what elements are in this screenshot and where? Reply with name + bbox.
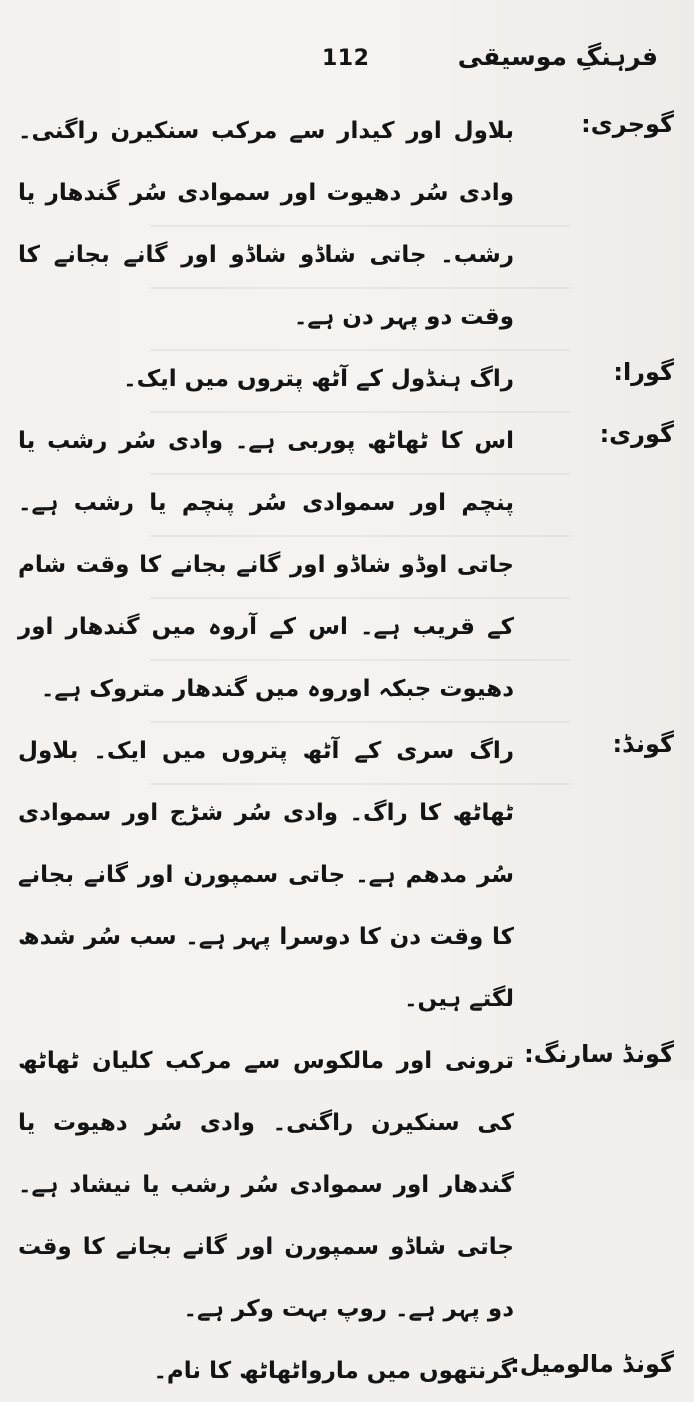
entry-definition: راگ سری کے آٹھ پتروں میں ایک۔ بلاول ٹھاٹھ کا راگ۔ وادی سُر شڑج اور سموادی سُر مدھم ہے۔ جاتی سمپورن اور گانے بجانے کا وقت دن کا دوسرا پہر ہے۔ سب سُر شدھ لگتے ہیں۔ [18, 738, 514, 1012]
page-number: 112 [322, 46, 370, 71]
entry-term: گونڈ مالومیل: [510, 1350, 674, 1378]
entry-definition: ترونی اور مالکوس سے مرکب کلیان ٹھاٹھ کی سنکیرن راگنی۔ وادی سُر دھیوت یا گندھار اور سموادی سُر رشب یا نیشاد ہے۔ جاتی شاڈو سمپورن اور گانے بجانے کا وقت دو پہر ہے۔ روپ بہت وکر ہے۔ [18, 1048, 514, 1322]
glossary-entry-gond-malomel [0, 1340, 694, 1402]
glossary-entry-gond-sarang [0, 1030, 694, 1340]
entry-term: گوری: [599, 420, 674, 448]
entry-term: گورا: [613, 358, 674, 386]
entry-term: گونڈ سارنگ: [524, 1040, 674, 1068]
glossary-entry-gauri [0, 410, 694, 720]
entry-definition: راگ ہنڈول کے آٹھ پتروں میں ایک۔ [123, 366, 514, 392]
page-header [0, 42, 694, 82]
entry-term: گونڈ: [612, 730, 674, 758]
entry-definition: بلاول اور کیدار سے مرکب سنکیرن راگنی۔ وادی سُر دھیوت اور سموادی سُر گندھار یا رشب۔ جاتی شاڈو شاڈو اور گانے بجانے کا وقت دو پہر دن ہے۔ [18, 118, 514, 330]
glossary-entry-gujri [0, 100, 694, 348]
entry-definition: اس کا ٹھاٹھ پوربی ہے۔ وادی سُر رشب یا پنچم اور سموادی سُر پنچم یا رشب ہے۔ جاتی اوڈو شاڈو اور گانے بجانے کا وقت شام کے قریب ہے۔ اس کے آروہ میں گندھار اور دھیوت جبکہ اوروہ میں گندھار متروک ہے۔ [18, 428, 514, 702]
glossary-entry-gora [0, 348, 694, 410]
running-title: فرہنگِ موسیقی [457, 42, 658, 71]
glossary-entries [0, 100, 694, 1402]
entry-term: گوجری: [581, 110, 674, 138]
entry-definition: گرنتھوں میں مارواٹھاٹھ کا نام۔ [153, 1358, 514, 1384]
glossary-entry-gond [0, 720, 694, 1030]
